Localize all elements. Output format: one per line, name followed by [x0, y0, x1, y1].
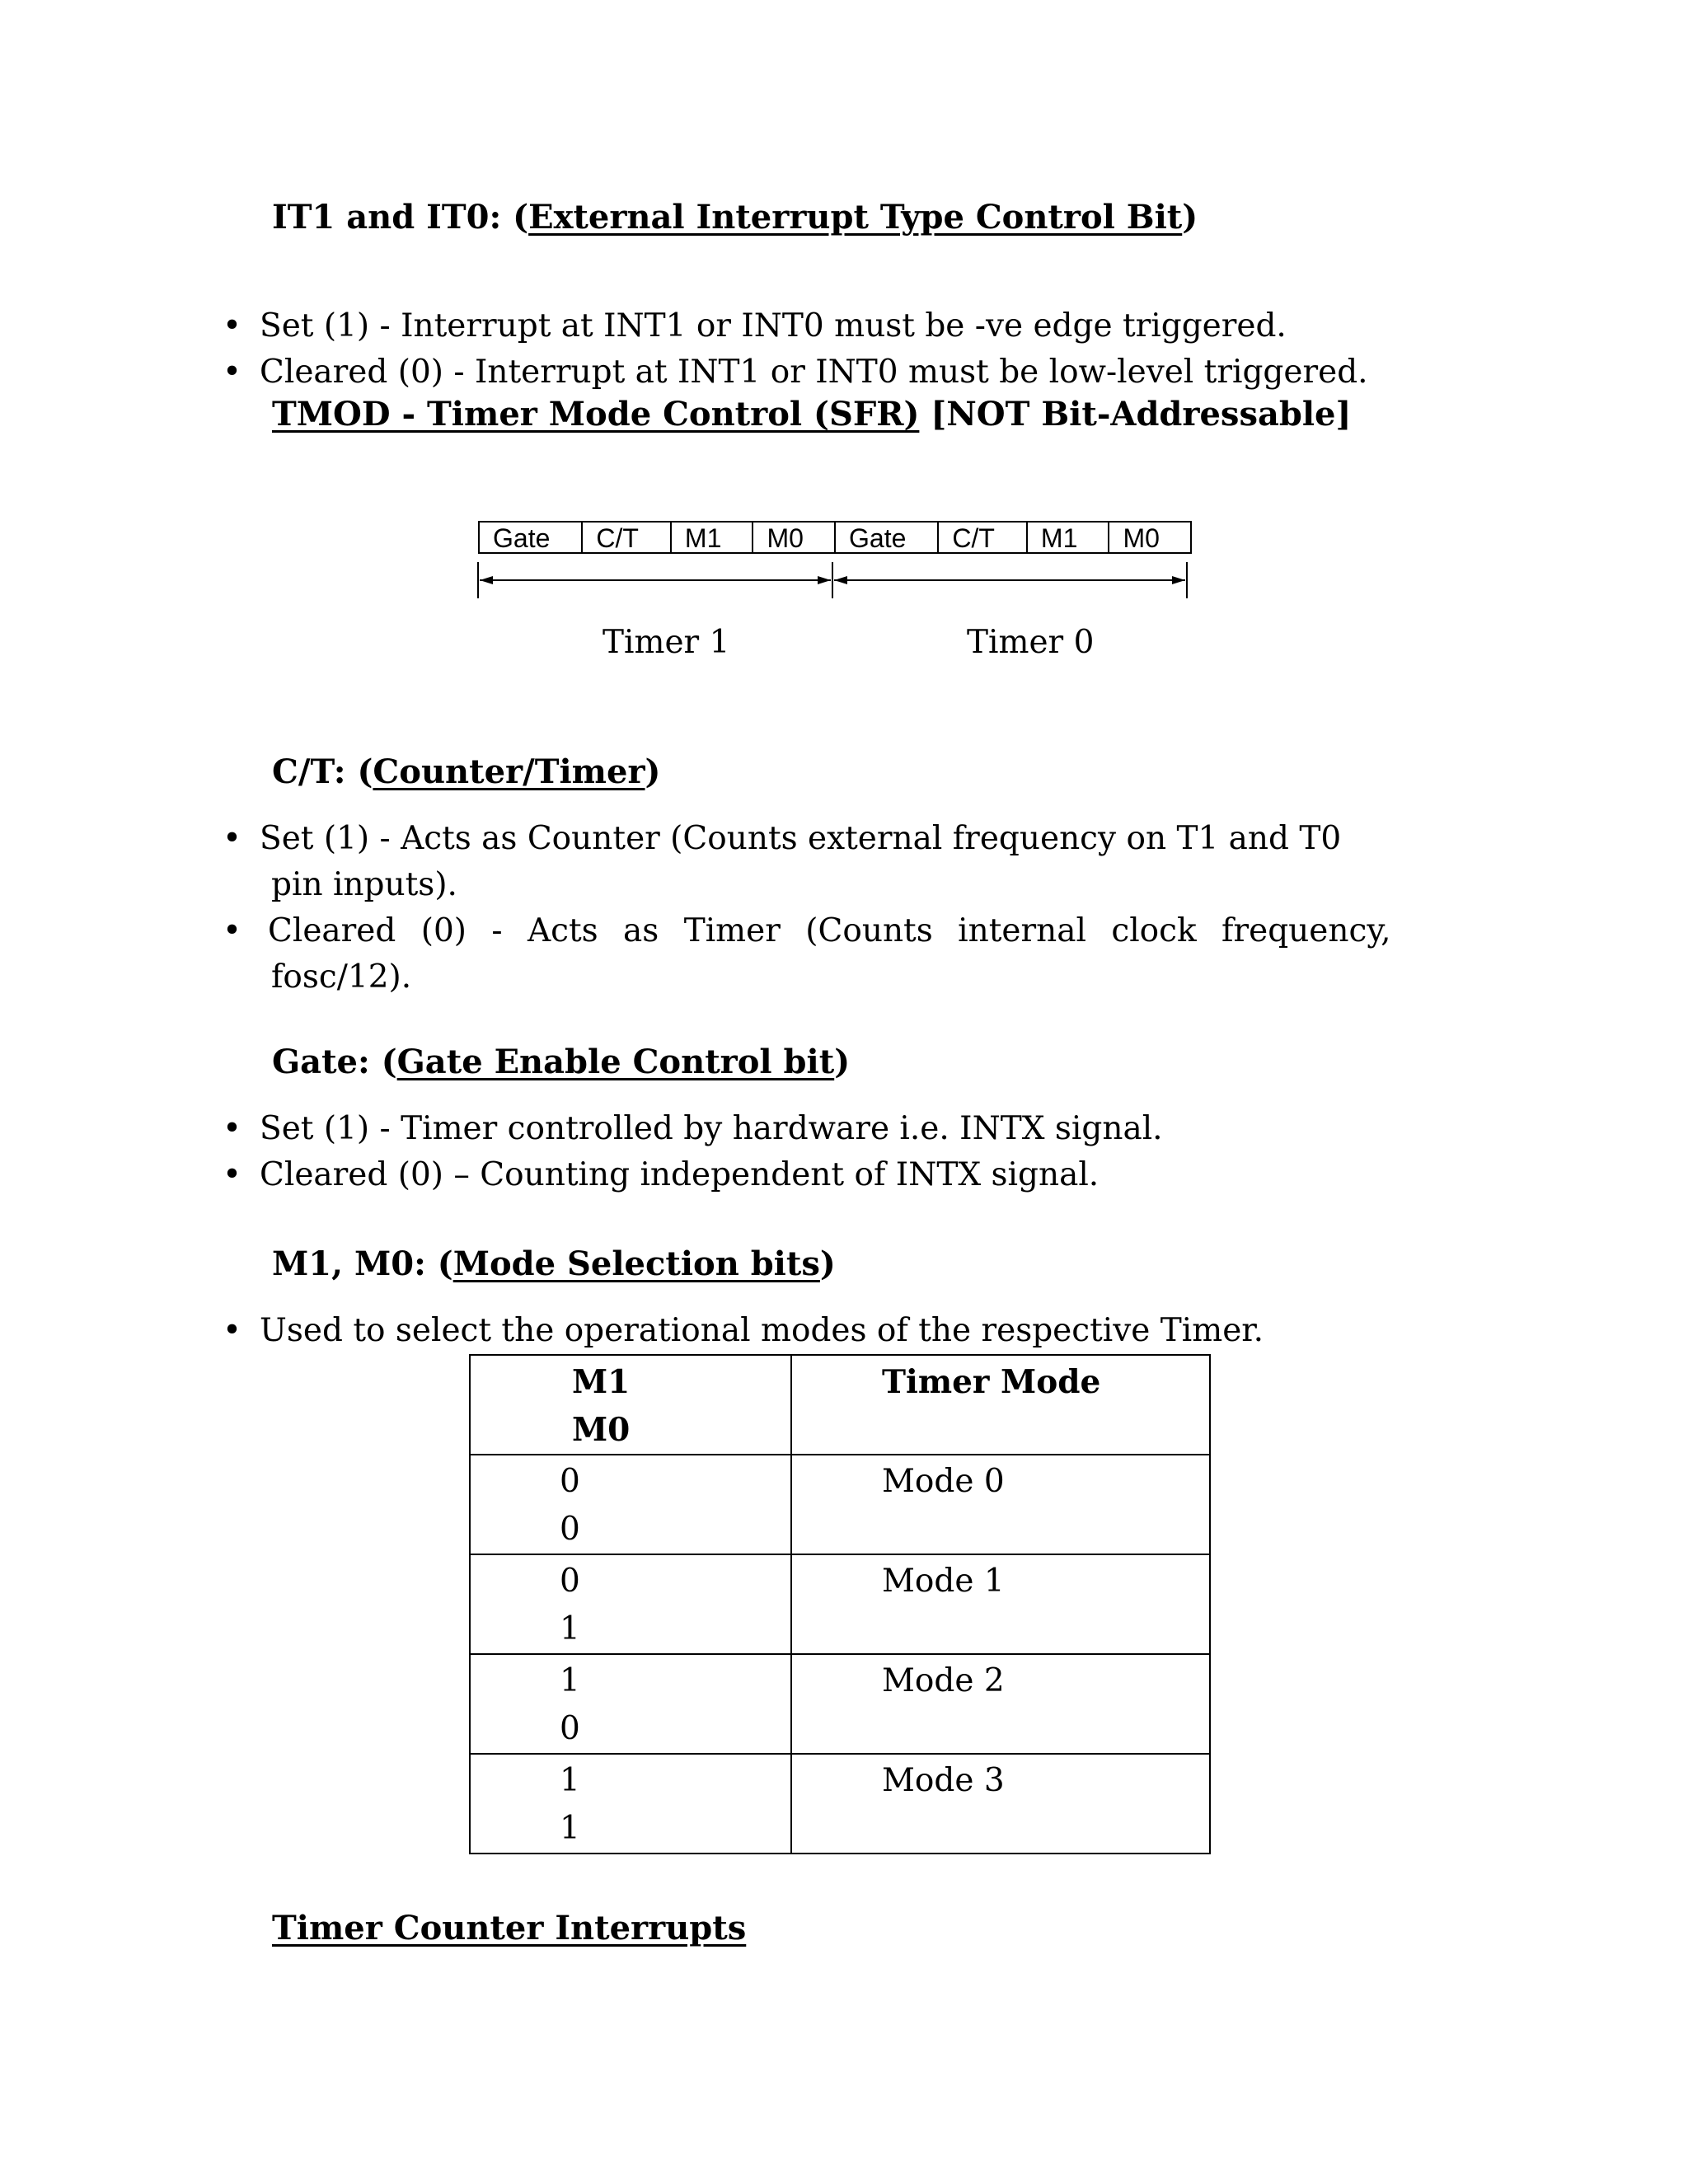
table-cell-bits [470, 1554, 791, 1654]
bullet-icon: • [223, 1110, 242, 1147]
table-header-m1m0 [470, 1355, 791, 1455]
arrow-head-icon [818, 576, 831, 584]
bullet-icon: • [223, 307, 242, 344]
list-item [223, 349, 1368, 396]
table-header-timer-mode [791, 1355, 1210, 1455]
mode-bullet-list [223, 1308, 1264, 1354]
list-item [223, 303, 1368, 349]
table-cell-bits [470, 1455, 791, 1554]
list-item [223, 1308, 1264, 1354]
list-item [223, 1152, 1163, 1198]
table-header-m1: M1 [572, 1363, 631, 1401]
table-cell-bits [470, 1754, 791, 1854]
table-row [470, 1554, 1210, 1654]
ct-bullet-set-line1: Set (1) - Acts as Counter (Counts external frequency on T1 and T0 [260, 820, 1342, 857]
list-item [223, 1106, 1163, 1152]
table-cell-mode-text: Mode 2 [882, 1662, 1005, 1699]
register-cell-m0-t1: M0 [753, 523, 836, 552]
it-bullet-list [223, 303, 1368, 396]
it-heading-label: IT1 and IT0: [272, 198, 513, 237]
ct-bullet-cleared-line2: fosc/12). [271, 958, 412, 996]
it-bullet-set: Set (1) - Interrupt at INT1 or INT0 must be -ve edge triggered. [260, 307, 1287, 344]
table-header-timer-mode-text: Timer Mode [882, 1363, 1101, 1401]
table-row [470, 1754, 1210, 1854]
ct-bullet-list [223, 816, 1391, 1001]
bullet-icon: • [223, 354, 242, 391]
table-cell-m1: 1 [560, 1762, 580, 1799]
table-cell-m1: 0 [560, 1563, 580, 1600]
table-row [470, 1654, 1210, 1754]
arrow-head-icon [834, 576, 847, 584]
arrow-head-icon [1172, 576, 1185, 584]
tmod-register [478, 521, 1192, 554]
list-item [223, 908, 1391, 1001]
register-cell-m1-t0: M1 [1028, 523, 1110, 552]
timer0-label: Timer 0 [967, 624, 1095, 661]
arrow-head-icon [480, 576, 493, 584]
interrupts-heading: Timer Counter Interrupts [272, 1909, 747, 1947]
it-heading: IT1 and IT0: (External Interrupt Type Control Bit) [272, 198, 1198, 237]
table-cell-m0: 0 [560, 1511, 580, 1548]
gate-heading: Gate: (Gate Enable Control bit) [272, 1043, 851, 1081]
timer1-label: Timer 1 [603, 624, 730, 661]
register-cell-ct-t1: C/T [583, 523, 672, 552]
table-cell-mode [791, 1554, 1210, 1654]
register-cell-gate-t0: Gate [836, 523, 939, 552]
table-cell-m1: 0 [560, 1463, 580, 1500]
mode-heading-title: Mode Selection bits [452, 1244, 820, 1283]
table-cell-m1: 1 [560, 1662, 580, 1699]
ct-heading: C/T: (Counter/Timer) [272, 752, 661, 791]
bullet-icon: • [223, 1156, 242, 1193]
list-item [223, 816, 1342, 908]
mode-heading: M1, M0: (Mode Selection bits) [272, 1244, 836, 1283]
timer-range-arrows [470, 560, 1203, 602]
table-cell-m0: 0 [560, 1710, 580, 1747]
it-bullet-cleared: Cleared (0) - Interrupt at INT1 or INT0 must be low-level triggered. [260, 354, 1368, 391]
table-row [470, 1455, 1210, 1554]
it-heading-title: External Interrupt Type Control Bit [528, 198, 1183, 237]
table-cell-m0: 1 [560, 1810, 580, 1847]
table-cell-mode-text: Mode 1 [882, 1563, 1005, 1600]
register-cell-ct-t0: C/T [939, 523, 1028, 552]
table-cell-mode [791, 1455, 1210, 1554]
gate-heading-title: Gate Enable Control bit [396, 1043, 835, 1081]
table-cell-mode [791, 1754, 1210, 1854]
ct-heading-label: C/T: [272, 752, 358, 791]
table-cell-m0: 1 [560, 1610, 580, 1647]
gate-heading-label: Gate: [272, 1043, 382, 1081]
table-cell-mode-text: Mode 0 [882, 1463, 1005, 1500]
table-cell-bits [470, 1654, 791, 1754]
bullet-icon: • [223, 1312, 242, 1349]
table-header-row [470, 1355, 1210, 1455]
ct-bullet-cleared-line1: Cleared (0) - Acts as Timer (Counts internal clock frequency, [268, 912, 1391, 949]
mode-bullet-usage: Used to select the operational modes of the respective Timer. [260, 1312, 1264, 1349]
gate-bullet-set: Set (1) - Timer controlled by hardware i.e. INTX signal. [260, 1110, 1163, 1147]
ct-bullet-set-line2: pin inputs). [271, 866, 457, 903]
bullet-icon: • [223, 820, 242, 857]
table-cell-mode [791, 1654, 1210, 1754]
tmod-heading [272, 395, 1351, 434]
tmod-heading-title: TMOD - Timer Mode Control (SFR) [272, 395, 920, 434]
gate-bullet-cleared: Cleared (0) – Counting independent of INTX signal. [260, 1156, 1100, 1193]
register-cell-m0-t0: M0 [1123, 523, 1160, 553]
table-header-m0: M0 [572, 1411, 631, 1449]
bullet-icon: • [223, 912, 242, 949]
ct-heading-title: Counter/Timer [373, 752, 645, 791]
table-cell-mode-text: Mode 3 [882, 1762, 1005, 1799]
register-cell-m1-t1: M1 [672, 523, 754, 552]
register-cell-gate-t1: Gate [480, 523, 583, 552]
mode-table [469, 1354, 1211, 1854]
tmod-heading-note: [NOT Bit-Addressable] [919, 395, 1352, 434]
mode-heading-label: M1, M0: [272, 1244, 438, 1283]
gate-bullet-list [223, 1106, 1163, 1198]
